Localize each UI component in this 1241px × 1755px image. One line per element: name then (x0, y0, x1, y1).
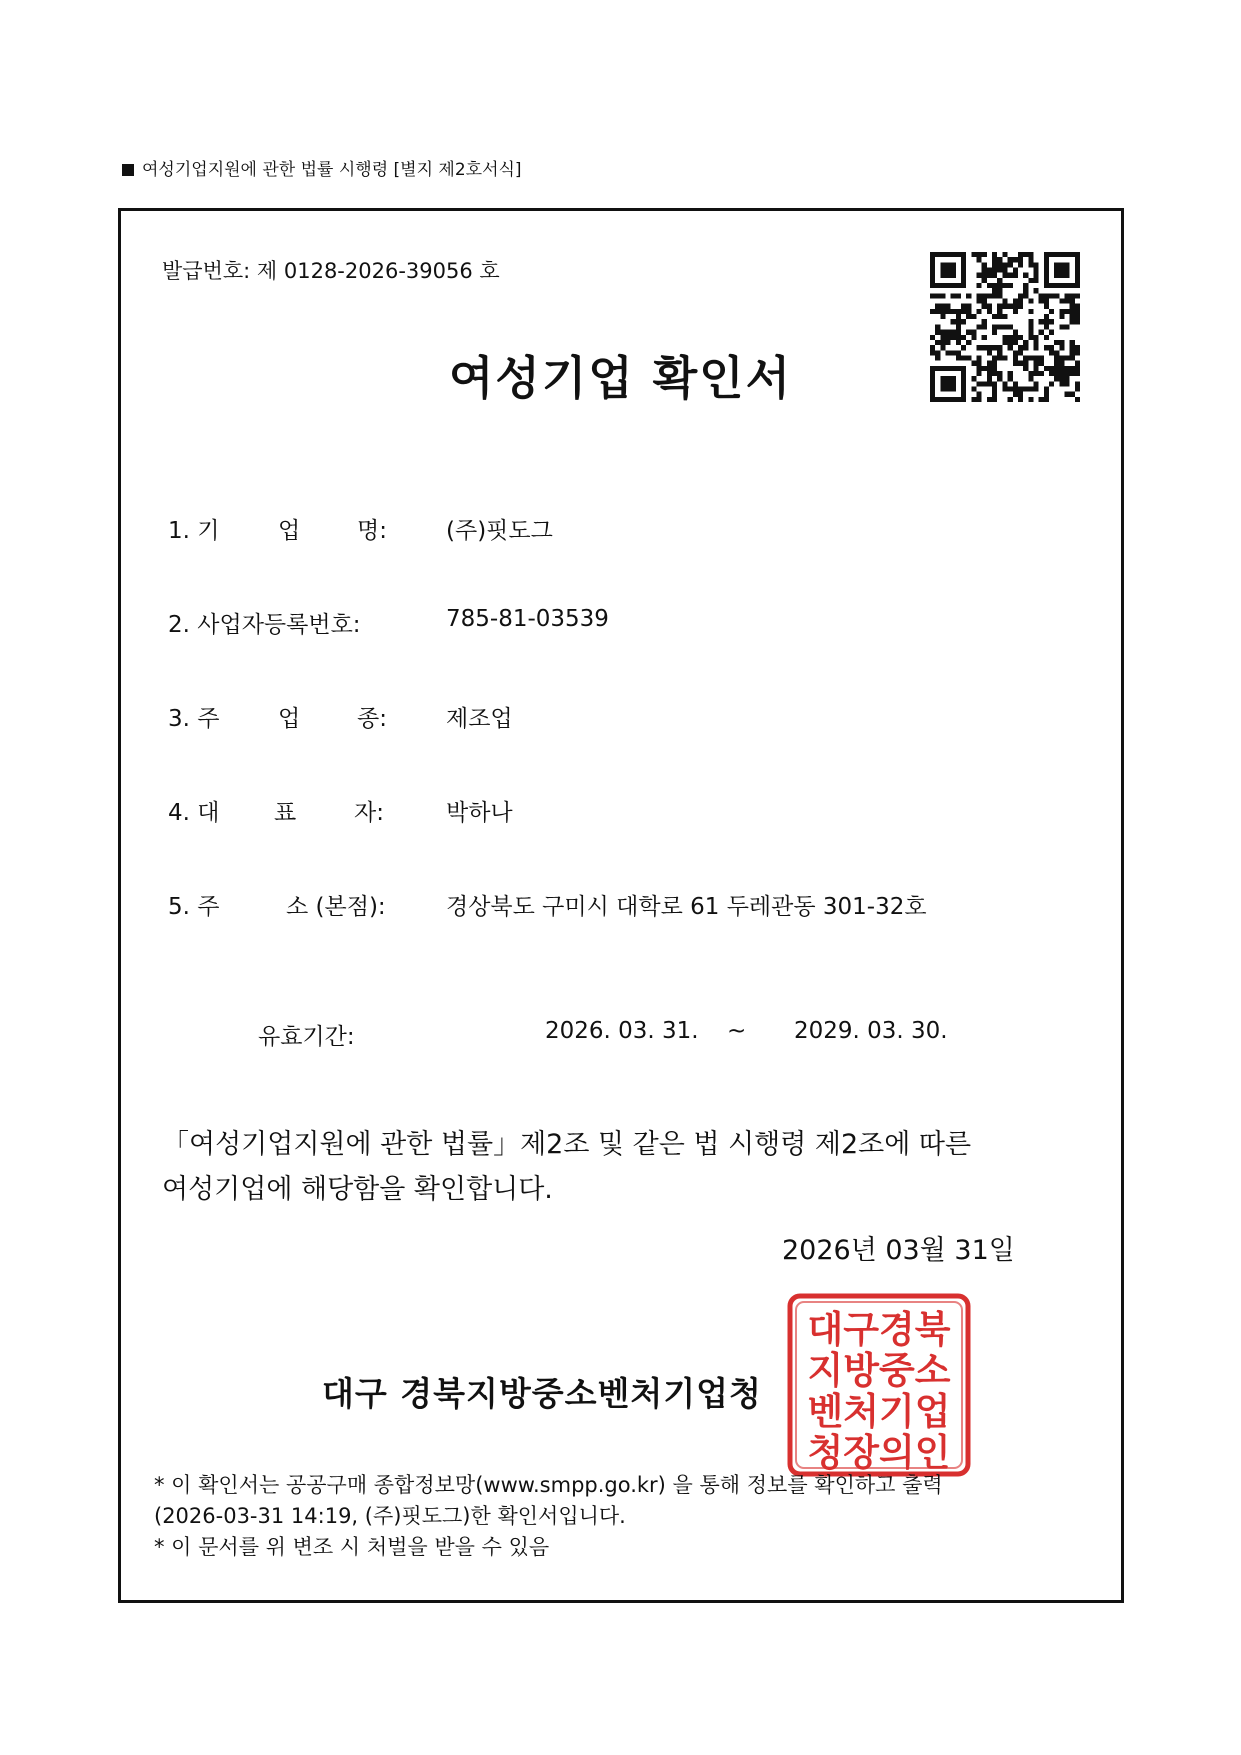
qr-module (987, 268, 992, 273)
qr-module (1075, 304, 1080, 309)
qr-module (1028, 309, 1033, 314)
qr-module (1059, 309, 1064, 314)
qr-module (946, 304, 951, 309)
qr-module (966, 309, 971, 314)
qr-module (1044, 324, 1049, 329)
qr-module (992, 268, 997, 273)
qr-module (992, 293, 997, 298)
qr-module (1008, 335, 1013, 340)
qr-module (961, 257, 966, 262)
qr-module (935, 293, 940, 298)
qr-module (940, 252, 945, 257)
qr-module (987, 273, 992, 278)
qr-module (992, 314, 997, 319)
footnote-line: * 이 확인서는 공공구매 종합정보망(www.smpp.go.kr) 을 통해 정보를 확인하고 출력 (154, 1473, 943, 1497)
qr-module (1002, 335, 1007, 340)
qr-module (1064, 262, 1069, 267)
qr-module (940, 309, 945, 314)
qr-module (940, 330, 945, 335)
qr-module (1039, 293, 1044, 298)
qr-module (1028, 324, 1033, 329)
qr-module (1044, 314, 1049, 319)
qr-module (940, 262, 945, 267)
qr-module (1013, 257, 1018, 262)
qr-module (1008, 273, 1013, 278)
qr-module (940, 273, 945, 278)
qr-module (977, 293, 982, 298)
qr-module (930, 283, 935, 288)
qr-module (1054, 262, 1059, 267)
qr-module (977, 309, 982, 314)
qr-module (956, 314, 961, 319)
qr-module (1049, 319, 1054, 324)
form-reference-note (122, 160, 522, 180)
qr-module (982, 319, 987, 324)
qr-module (997, 278, 1002, 283)
qr-module (1075, 257, 1080, 262)
qr-module (1008, 304, 1013, 309)
qr-module (935, 324, 940, 329)
qr-module (1023, 273, 1028, 278)
qr-module (992, 288, 997, 293)
qr-module (1075, 319, 1080, 324)
field-label-part: 자: (354, 800, 384, 826)
field-value: 박하나 (446, 800, 513, 826)
qr-module (1023, 288, 1028, 293)
qr-module (951, 252, 956, 257)
qr-module (1064, 293, 1069, 298)
qr-module (1028, 330, 1033, 335)
qr-module (946, 330, 951, 335)
qr-module (961, 283, 966, 288)
qr-module (987, 293, 992, 298)
qr-module (1002, 268, 1007, 273)
qr-module (1059, 283, 1064, 288)
field-label-part: 업 (278, 518, 301, 544)
qr-module (1054, 268, 1059, 273)
qr-module (961, 268, 966, 273)
qr-module (1028, 278, 1033, 283)
qr-module (997, 257, 1002, 262)
field-label-part: 4. 대 (168, 800, 220, 826)
qr-module (1002, 299, 1007, 304)
qr-module (1044, 257, 1049, 262)
qr-module (1049, 283, 1054, 288)
official-seal-icon (786, 1292, 972, 1478)
qr-module (977, 273, 982, 278)
validity-end-date: 2029. 03. 30. (794, 1018, 948, 1044)
qr-module (940, 304, 945, 309)
qr-module (982, 262, 987, 267)
field-label-part: 1. 기 (168, 518, 220, 544)
qr-module (1044, 319, 1049, 324)
qr-module (956, 309, 961, 314)
qr-module (930, 262, 935, 267)
issue-number: 발급번호: 제 0128-2026-39056 호 (162, 259, 500, 283)
qr-module (1028, 257, 1033, 262)
qr-module (1044, 335, 1049, 340)
qr-module (1064, 299, 1069, 304)
qr-module (1075, 278, 1080, 283)
qr-module (1049, 309, 1054, 314)
footnotes (154, 1470, 943, 1563)
qr-module (971, 314, 976, 319)
qr-module (1070, 304, 1075, 309)
qr-module (956, 319, 961, 324)
field-value: 경상북도 구미시 대학로 61 두레관동 301-32호 (446, 894, 927, 920)
qr-module (956, 283, 961, 288)
qr-module (1028, 252, 1033, 257)
qr-module (1070, 252, 1075, 257)
square-bullet-icon (122, 164, 134, 176)
qr-module (930, 293, 935, 298)
qr-module (1044, 278, 1049, 283)
qr-module (1070, 293, 1075, 298)
qr-module (935, 330, 940, 335)
qr-module (1002, 262, 1007, 267)
qr-module (1054, 283, 1059, 288)
qr-module (992, 324, 997, 329)
qr-module (1033, 268, 1038, 273)
qr-module (982, 335, 987, 340)
qr-module (946, 309, 951, 314)
document-title: 여성기업 확인서 (448, 351, 793, 405)
qr-module (1018, 252, 1023, 257)
qr-module (951, 319, 956, 324)
qr-module (935, 309, 940, 314)
qr-module (997, 304, 1002, 309)
field-label-part: 소 (본점): (286, 894, 386, 920)
qr-module (1002, 283, 1007, 288)
qr-module (1033, 288, 1038, 293)
field-label-part: 2. 사업자등록번호: (168, 612, 361, 638)
qr-module (1044, 293, 1049, 298)
qr-module (1023, 283, 1028, 288)
qr-module (930, 257, 935, 262)
qr-module (1049, 252, 1054, 257)
qr-module (1064, 252, 1069, 257)
qr-module (1044, 252, 1049, 257)
seal-text-line: 대구경북 (807, 1308, 951, 1351)
qr-module (1008, 257, 1013, 262)
qr-module (1023, 252, 1028, 257)
qr-module (1033, 278, 1038, 283)
qr-module (946, 335, 951, 340)
qr-module (1070, 309, 1075, 314)
qr-module (1059, 324, 1064, 329)
qr-module (946, 268, 951, 273)
validity-separator: ~ (727, 1018, 747, 1044)
qr-module (1018, 335, 1023, 340)
qr-module (1008, 324, 1013, 329)
qr-module (1070, 283, 1075, 288)
field-value: 제조업 (446, 706, 513, 732)
qr-module (1075, 252, 1080, 257)
qr-module (982, 299, 987, 304)
qr-module (1070, 314, 1075, 319)
qr-module (961, 278, 966, 283)
qr-module (1075, 268, 1080, 273)
qr-module (956, 293, 961, 298)
qr-module (956, 330, 961, 335)
qr-module (1075, 283, 1080, 288)
qr-module (946, 283, 951, 288)
issue-date: 2026년 03월 31일 (782, 1235, 1015, 1266)
qr-module (1059, 314, 1064, 319)
qr-module (1028, 335, 1033, 340)
qr-module (966, 293, 971, 298)
qr-module (982, 324, 987, 329)
qr-module (1075, 309, 1080, 314)
field-value: (주)핏도그 (446, 518, 553, 544)
qr-module (966, 330, 971, 335)
qr-module (961, 262, 966, 267)
qr-module (940, 335, 945, 340)
qr-module (1064, 309, 1069, 314)
qr-module (951, 309, 956, 314)
qr-module (961, 319, 966, 324)
qr-module (1075, 314, 1080, 319)
qr-module (997, 309, 1002, 314)
qr-module (992, 252, 997, 257)
qr-module (935, 252, 940, 257)
qr-module (1059, 262, 1064, 267)
qr-module (1044, 262, 1049, 267)
seal-text-line: 청장의인 (807, 1431, 951, 1474)
qr-module (1064, 283, 1069, 288)
validity-label: 유효기간: (258, 1024, 355, 1050)
qr-module (1064, 268, 1069, 273)
qr-module (1002, 314, 1007, 319)
qr-module (1075, 293, 1080, 298)
qr-module (982, 252, 987, 257)
qr-module (951, 268, 956, 273)
qr-module (1013, 330, 1018, 335)
qr-module (1044, 268, 1049, 273)
qr-module (961, 335, 966, 340)
qr-module (1064, 273, 1069, 278)
qr-module (987, 309, 992, 314)
validity-start-date: 2026. 03. 31. (545, 1018, 699, 1044)
qr-module (1013, 268, 1018, 273)
qr-module (935, 304, 940, 309)
qr-module (1008, 283, 1013, 288)
qr-module (977, 257, 982, 262)
qr-module (1028, 262, 1033, 267)
qr-module (966, 314, 971, 319)
qr-module (1039, 319, 1044, 324)
field-label-part: 5. 주 (168, 894, 220, 920)
qr-module (946, 262, 951, 267)
footnote-line: * 이 문서를 위 변조 시 처벌을 받을 수 있음 (154, 1535, 550, 1559)
field-label-part: 종: (357, 706, 387, 732)
qr-module (930, 268, 935, 273)
field-label-part: 3. 주 (168, 706, 220, 732)
qr-module (1013, 335, 1018, 340)
qr-module (1075, 273, 1080, 278)
qr-module (956, 335, 961, 340)
qr-module (1013, 309, 1018, 314)
qr-module (1044, 283, 1049, 288)
statement-line: 여성기업에 해당함을 확인합니다. (162, 1174, 553, 1205)
qr-module (971, 335, 976, 340)
qr-module (1018, 257, 1023, 262)
qr-module (1002, 324, 1007, 329)
qr-module (987, 304, 992, 309)
qr-module (930, 335, 935, 340)
qr-module (966, 304, 971, 309)
qr-module (977, 252, 982, 257)
qr-module (1033, 273, 1038, 278)
qr-module (1054, 273, 1059, 278)
qr-module (992, 262, 997, 267)
field-value: 785-81-03539 (446, 606, 609, 632)
field-label-part: 업 (278, 706, 301, 732)
qr-module (1008, 262, 1013, 267)
qr-module (956, 324, 961, 329)
qr-module (977, 299, 982, 304)
qr-module (1018, 304, 1023, 309)
qr-module (961, 304, 966, 309)
qr-module (935, 283, 940, 288)
qr-module (1070, 319, 1075, 324)
qr-module (997, 262, 1002, 267)
qr-module (982, 273, 987, 278)
qr-module (1018, 293, 1023, 298)
qr-module (1033, 262, 1038, 267)
qr-module (992, 283, 997, 288)
qr-module (930, 278, 935, 283)
field-label-part: 명: (357, 518, 387, 544)
qr-module (1002, 252, 1007, 257)
qr-module (961, 273, 966, 278)
qr-module (1044, 273, 1049, 278)
qr-module (992, 273, 997, 278)
qr-module (1064, 324, 1069, 329)
qr-module (1002, 273, 1007, 278)
qr-module (1013, 273, 1018, 278)
qr-module (1054, 293, 1059, 298)
qr-module (992, 330, 997, 335)
footnote-line: (2026-03-31 14:19, (주)핏도그)한 확인서입니다. (154, 1504, 626, 1528)
qr-module (997, 283, 1002, 288)
qr-module (997, 293, 1002, 298)
statement-line: 「여성기업지원에 관한 법률」제2조 및 같은 법 시행령 제2조에 따른 (162, 1129, 972, 1160)
qr-module (1054, 252, 1059, 257)
seal-text-line: 벤처기업 (807, 1390, 951, 1433)
qr-module (1049, 330, 1054, 335)
qr-module (1013, 299, 1018, 304)
qr-module (951, 262, 956, 267)
qr-module (951, 335, 956, 340)
qr-module (940, 314, 945, 319)
qr-module (982, 268, 987, 273)
qr-module (977, 283, 982, 288)
qr-module (1059, 299, 1064, 304)
qr-module (961, 309, 966, 314)
seal-text-line: 지방중소 (807, 1349, 951, 1392)
qr-module (951, 273, 956, 278)
qr-module (1018, 299, 1023, 304)
qr-module (1033, 335, 1038, 340)
qr-module (982, 278, 987, 283)
qr-module (940, 293, 945, 298)
qr-module (1070, 299, 1075, 304)
qr-module (1039, 299, 1044, 304)
qr-module (1023, 293, 1028, 298)
qr-module (951, 330, 956, 335)
qr-module (946, 273, 951, 278)
qr-module (1059, 268, 1064, 273)
issuing-authority: 대구 경북지방중소벤처기업청 (322, 1374, 762, 1413)
qr-module (987, 283, 992, 288)
qr-module (951, 283, 956, 288)
qr-module (1039, 330, 1044, 335)
qr-module (940, 283, 945, 288)
qr-module (1028, 299, 1033, 304)
qr-module (971, 330, 976, 335)
qr-module (1049, 293, 1054, 298)
qr-module (930, 309, 935, 314)
qr-module (982, 304, 987, 309)
confirmation-statement (162, 1122, 1022, 1212)
qr-module (1028, 319, 1033, 324)
field-label-part: 표 (274, 800, 297, 826)
qr-module (946, 252, 951, 257)
qr-module (930, 273, 935, 278)
qr-module (961, 252, 966, 257)
qr-module (1059, 273, 1064, 278)
qr-module (977, 324, 982, 329)
qr-module (1075, 262, 1080, 267)
qr-module (930, 252, 935, 257)
qr-module (997, 288, 1002, 293)
qr-module (992, 257, 997, 262)
qr-module (1002, 304, 1007, 309)
qr-module (1044, 299, 1049, 304)
qr-module (997, 324, 1002, 329)
qr-module (982, 293, 987, 298)
qr-module (1044, 304, 1049, 309)
qr-module (1013, 304, 1018, 309)
qr-module (956, 252, 961, 257)
qr-module (1018, 262, 1023, 267)
qr-module (997, 314, 1002, 319)
qr-module (940, 268, 945, 273)
form-reference-text: 여성기업지원에 관한 법률 시행령 [별지 제2호서식] (142, 160, 522, 180)
qr-module (971, 252, 976, 257)
qr-module (1059, 252, 1064, 257)
qr-module (951, 293, 956, 298)
qr-module (997, 268, 1002, 273)
